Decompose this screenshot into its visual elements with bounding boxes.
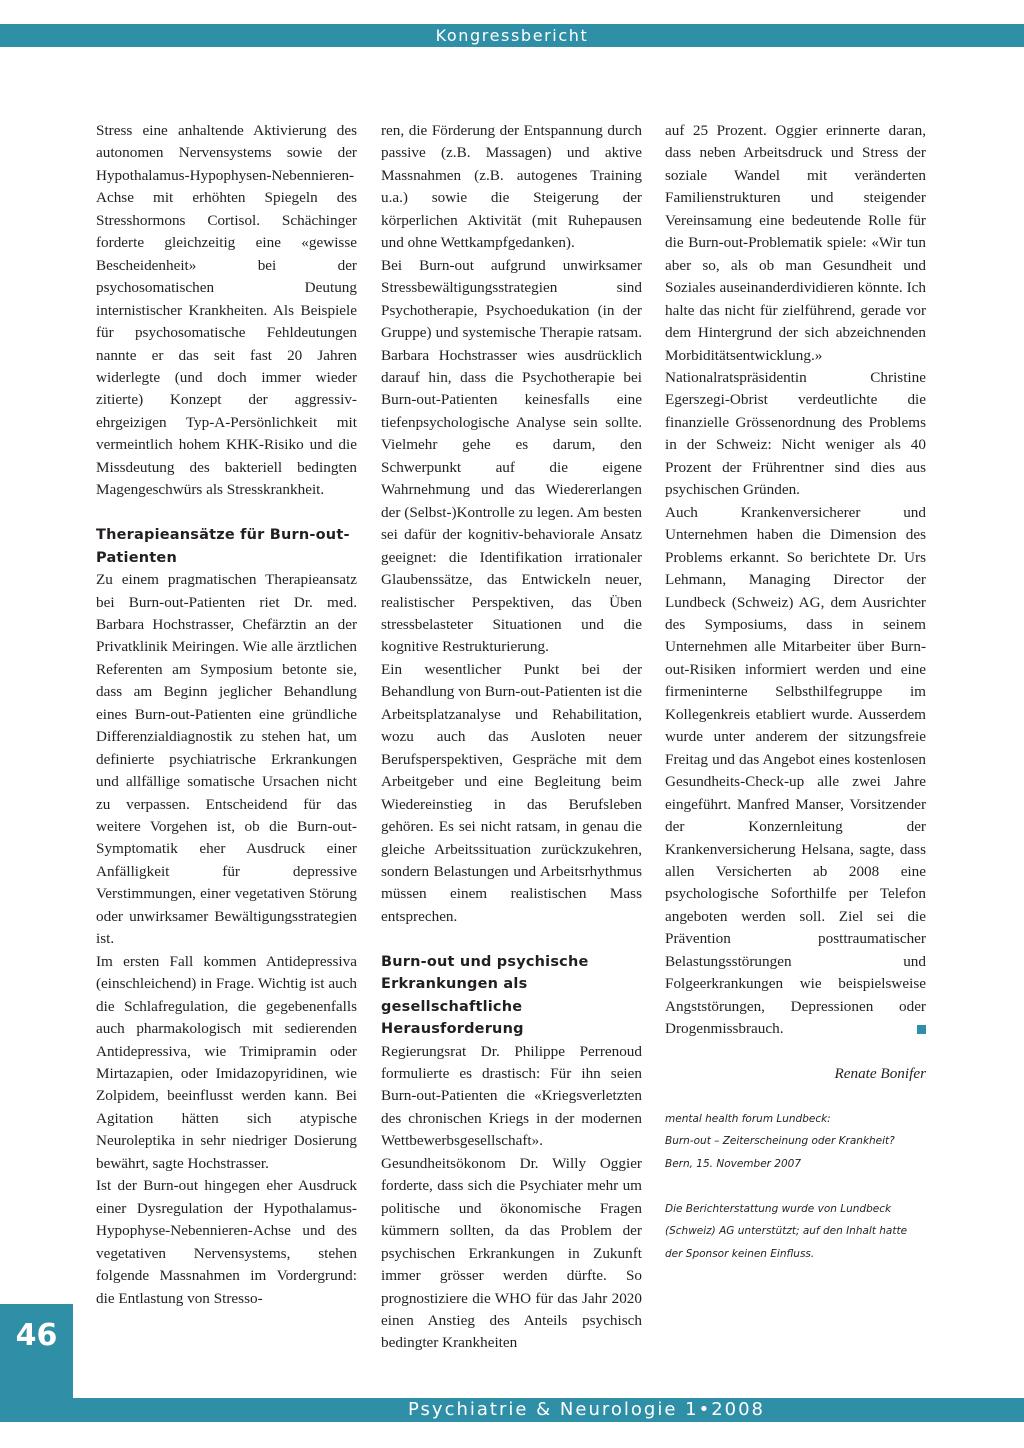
event-note-line: Bern, 15. November 2007 <box>665 1157 802 1170</box>
paragraph: Stress eine anhaltende Aktivierung des autonomen Nervensystems sowie der Hypothalamus-Hypophysen-Nebennieren-Achse mit erhöhten Spiegeln des Stresshormons Cortisol. Schächinger forderte gleichzeitig eine «gewisse Bescheidenheit» bei der psychosomatischen Deutung internistischer Krankheiten. Als Beispiele für psychosomatische Fehldeutungen nannte er das seit fast 20 Jahren widerlegte (und doch immer wieder zitierte) Konzept der aggressiv-ehrgeizigen Typ-A-Persönlichkeit mit vermeintlich hohem KHK-Risiko und die Missdeutung des bakteriell bedingten Magengeschwürs als Stresskrankheit. <box>96 122 357 499</box>
paragraph-final <box>665 502 926 1041</box>
paragraph-spacer <box>665 1041 926 1063</box>
page-number-tab <box>0 1304 73 1398</box>
text-column-1 <box>96 120 357 1310</box>
event-note <box>665 1108 926 1265</box>
footer-band <box>0 1398 1024 1422</box>
paragraph-spacer <box>96 502 357 524</box>
note-spacer <box>665 1175 926 1197</box>
end-mark-icon <box>917 1025 926 1034</box>
event-note-line: mental health forum Lundbeck: <box>665 1112 831 1125</box>
header-band <box>0 24 1024 47</box>
paragraph-text: Auch Krankenversicherer und Unternehmen haben die Dimension des Problems erkannt. So berichtete Dr. Urs Lehmann, Managing Director der Lundbeck (Schweiz) AG, dem Ausrichter des Symposiums, dass in seinem Unternehmen alle Mitarbeiter über Burn-out-Risiken informiert werden und eine firmeninterne Selbsthilfegruppe im Kollegenkreis etabliert wurde. Ausserdem wurde unter anderem der sitzungsfreie Freitag und das Angebot eines kostenlosen Gesundheits-Check-up alle zwei Jahre eingeführt. Manfred Manser, Vorsitzender der Konzernleitung der Krankenversicherung Helsana, sagte, dass allen Versicherten ab 2008 eine psychologische Soforthilfe per Telefon angeboten werden soll. Ziel sei die Prävention posttraumatischer Belastungsstörungen und Folgeerkrankungen wie beispielsweise Angststörungen, Depressionen oder Drogenmissbrauch. <box>665 503 926 1038</box>
paragraph: Im ersten Fall kommen Antidepressiva (einschleichend) in Frage. Wichtig ist auch die Schlafregulation, die gegebenenfalls auch pharmakologisch mit sedierenden Antidepressiva, wie Trimipramin oder Mirtazapien, oder Imidazopyridinen, wie Zolpidem, beeinflusst werden kann. Bei Agitation hätten sich atypische Neuroleptika in sehr niedriger Dosierung bewährt, sagte Hochstrasser. <box>96 952 357 1172</box>
paragraph: ren, die Förderung der Entspannung durch passive (z.B. Massagen) und aktive Massnahmen (z.B. autogenes Training u.a.) sowie die Steigerung der körperlichen Aktivität (mit Ruhepausen und ohne Wettkampfgedanken). <box>381 122 642 252</box>
sponsor-disclaimer: Die Berichterstattung wurde von Lundbeck (Schweiz) AG unterstützt; auf den Inhalt hatte der Sponsor keinen Einfluss. <box>665 1202 908 1260</box>
event-note-line: Burn-out – Zeiterscheinung oder Krankheit? <box>665 1135 895 1148</box>
paragraph: Ein wesentlicher Punkt bei der Behandlung von Burn-out-Patienten ist die Arbeitsplatzanalyse und Rehabilitation, wozu auch das Ausloten neuer Berufsperspektiven, Gespräche mit dem Arbeitgeber und eine Begleitung beim Wiedereinstieg in das Berufsleben gehören. Es sei nicht ratsam, in genau die gleiche Arbeitssituation zurückzukehren, sondern Belastungen und Arbeitsrhythmus müssen einem realistischen Mass entsprechen. <box>381 660 642 925</box>
author-name: Renate Bonifer <box>834 1065 926 1083</box>
subheading-gesellschaftliche-herausforderung: Burn-out und psychische Erkrankungen als gesellschaftliche Herausforderung <box>381 953 589 1038</box>
section-title: Kongressbericht <box>435 26 589 45</box>
page-number: 46 <box>15 1318 58 1353</box>
subheading-therapieansaetze: Therapieansätze für Burn-out-Patienten <box>96 527 350 566</box>
paragraph: Ist der Burn-out hingegen eher Ausdruck einer Dysregulation der Hypothalamus-Hypophyse-Nebennieren-Achse und des vegetativen Nervensystems, stehen folgende Massnahmen im Vordergrund: die Entlastung von Stresso- <box>96 1177 357 1307</box>
paragraph-spacer <box>665 1085 926 1107</box>
journal-title: Psychiatrie & Neurologie 1•2008 <box>408 1399 765 1420</box>
paragraph-spacer <box>381 928 642 950</box>
paragraph: Zu einem pragmatischen Therapieansatz bei Burn-out-Patienten riet Dr. med. Barbara Hochstrasser, Chefärztin an der Privatklinik Meiringen. Wie alle ärztlichen Referenten am Symposium betonte sie, dass am Beginn jeglicher Behandlung eines Burn-out-Patienten eine gründliche Differenzialdiagnostik zu stehen hat, um definierte psychiatrische Erkrankungen und allfällige somatische Ursachen nicht zu verpassen. Entscheidend für das weitere Vorgehen ist, ob die Burn-out-Symptomatik eher Ausdruck einer Anfälligkeit für depressive Verstimmungen, einer vegetativen Störung oder unwirksamer Bewältigungsstrategien ist. <box>96 571 357 948</box>
paragraph: auf 25 Prozent. Oggier erinnerte daran, dass neben Arbeitsdruck und Stress der soziale Wandel mit veränderten Familienstrukturen und steigender Vereinsamung eine bedeutende Rolle für die Burn-out-Problematik spiele: «Wir tun aber so, als ob man Gesundheit und Soziales auseinanderdividieren könnte. Ich halte das nicht für zielführend, gerade vor dem Hintergrund der sich abzeichnenden Morbiditätsentwicklung.» Nationalratspräsidentin Christine Egerszegi-Obrist verdeutlichte die finanzielle Grössenordnung des Problems in der Schweiz: Nicht weniger als 40 Prozent der Frührentner sind dies aus psychischen Gründen. <box>665 122 926 499</box>
paragraph: Regierungsrat Dr. Philippe Perrenoud formulierte es drastisch: Für ihn seien Burn-out-Patienten die «Kriegsverletzten des chronischen Kriegs in der modernen Wettbewerbsgesellschaft». Gesundheitsökonom Dr. Willy Oggier forderte, dass sich die Psychiater mehr um politische und ökonomische Fragen kümmern sollten, da das Problem der psychischen Erkrankungen in Zukunft immer grösser werden dürfte. So prognostiziere die WHO für das Jahr 2020 einen Anstieg des Anteils psychisch bedingter Krankheiten <box>381 1042 642 1352</box>
text-column-2 <box>381 120 642 1355</box>
text-column-3 <box>665 120 926 1265</box>
paragraph: Bei Burn-out aufgrund unwirksamer Stressbewältigungsstrategien sind Psychotherapie, Psychoedukation (in der Gruppe) und systemische Therapie ratsam. Barbara Hochstrasser wies ausdrücklich darauf hin, dass die Psychotherapie bei Burn-out-Patienten keinesfalls eine tiefenpsychologische Analyse sein sollte. Vielmehr gehe es darum, den Schwerpunkt auf die eigene Wahrnehmung und das Wiedererlangen der (Selbst-)Kontrolle zu legen. Am besten sei dafür der kognitiv-behaviorale Ansatz geeignet: die Identifikation irrationaler Glaubenssätze, das Entwickeln neuer, realistischer Perspektiven, das Üben stressbelasteter Situationen und die kognitive Restrukturierung. <box>381 256 642 656</box>
